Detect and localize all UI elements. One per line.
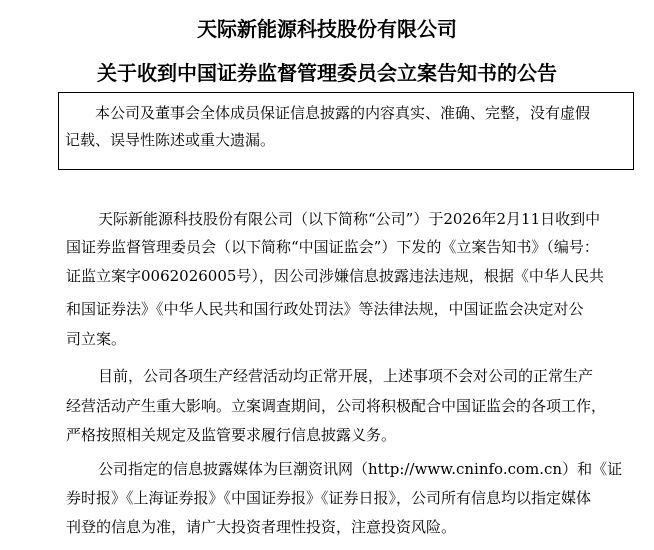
company-title: 天际新能源科技股份有限公司 bbox=[197, 17, 457, 41]
paragraph-line: 严格按照相关规定及监管要求履行信息披露义务。 bbox=[66, 426, 397, 444]
paragraph-line: 目前，公司各项生产经营活动均正常开展，上述事项不会对公司的正常生产 bbox=[98, 367, 594, 385]
disclaimer-box bbox=[58, 92, 634, 170]
disclaimer-line-2: 记载、误导性陈述或重大遗漏。 bbox=[65, 131, 276, 149]
paragraph-line: 证监立案字0062026005号），因公司涉嫌信息披露违法违规，根据《中华人民共 bbox=[66, 267, 604, 285]
paragraph-line: 经营活动产生重大影响。立案调查期间，公司将积极配合中国证监会的各项工作， bbox=[66, 397, 607, 415]
disclaimer-line-1: 本公司及董事会全体成员保证信息披露的内容真实、准确、完整，没有虚假 bbox=[95, 104, 591, 122]
announcement-title: 关于收到中国证券监督管理委员会立案告知书的公告 bbox=[97, 61, 557, 85]
paragraph-line: 券时报》《上海证券报》《中国证券报》《证券日报》，公司所有信息均以指定媒体 bbox=[66, 489, 592, 507]
paragraph-line: 天际新能源科技股份有限公司（以下简称“公司”）于2026年2月11日收到中 bbox=[98, 210, 601, 228]
paragraph-line: 和国证券法》《中华人民共和国行政处罚法》等法律法规，中国证监会决定对公 bbox=[66, 300, 584, 318]
paragraph-line: 国证券监督管理委员会（以下简称“中国证监会”）下发的《立案告知书》（编号： bbox=[66, 238, 599, 256]
paragraph-line: 公司指定的信息披露媒体为巨潮资讯网（http://www.cninfo.com.cn）和《证 bbox=[98, 460, 623, 478]
paragraph-line: 刊登的信息为准，请广大投资者理性投资，注意投资风险。 bbox=[66, 518, 457, 536]
paragraph-line: 司立案。 bbox=[66, 330, 127, 348]
